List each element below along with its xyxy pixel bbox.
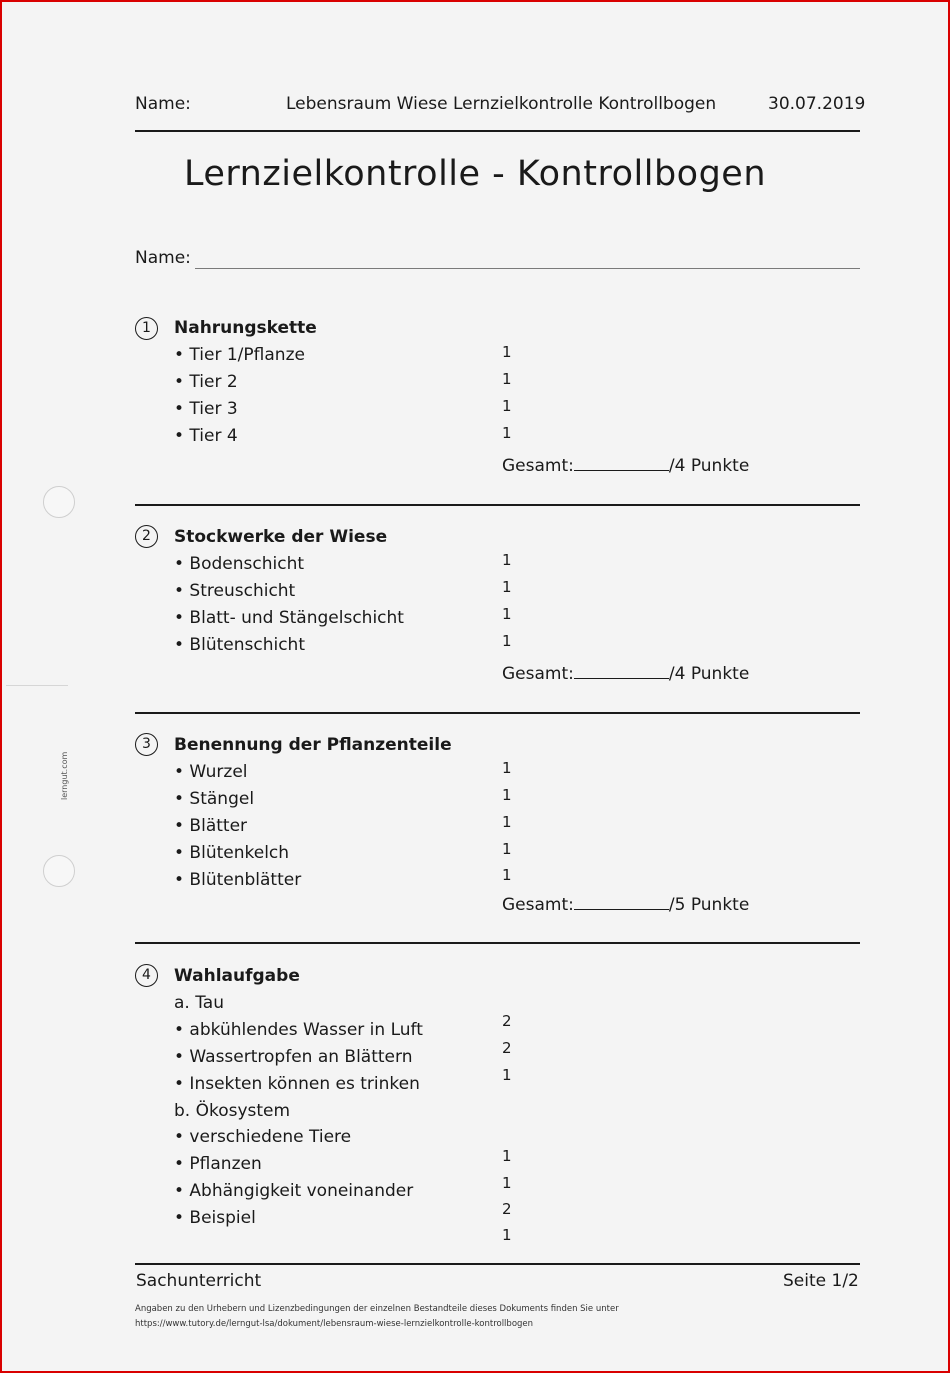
footer-license-note: Angaben zu den Urhebern und Lizenzbedingungen der einzelnen Bestandteile dieses Dokuments finden Sie unter	[135, 1304, 619, 1314]
list-item: • Blütenkelch	[174, 843, 290, 863]
points-value: 1	[502, 1174, 512, 1192]
list-item: • Tier 2	[174, 372, 238, 392]
list-item: • Wurzel	[174, 762, 248, 782]
total-blank[interactable]	[574, 895, 669, 910]
list-item: • Insekten können es trinken	[174, 1074, 420, 1094]
points-value: 1	[502, 551, 512, 569]
footer-subject: Sachunterricht	[136, 1271, 262, 1291]
total-blank[interactable]	[574, 664, 669, 679]
section-2-total	[502, 664, 749, 684]
section-1-total	[502, 456, 749, 476]
list-item: • abkühlendes Wasser in Luft	[174, 1020, 423, 1040]
points-value: 2	[502, 1012, 512, 1030]
section-2-number: 2	[135, 525, 158, 548]
list-item: • Wassertropfen an Blättern	[174, 1047, 413, 1067]
points-value: 1	[502, 343, 512, 361]
total-max: /4 Punkte	[668, 456, 750, 476]
student-name-label: Name:	[135, 248, 191, 268]
section-4-number: 4	[135, 964, 158, 987]
list-item: • Blätter	[174, 816, 248, 836]
points-value: 1	[502, 632, 512, 650]
total-max: /4 Punkte	[668, 664, 750, 684]
header-rule	[135, 130, 860, 132]
list-item: • Blütenblätter	[174, 870, 302, 890]
points-value: 1	[502, 759, 512, 777]
list-item: • Stängel	[174, 789, 255, 809]
footer-page: Seite 1/2	[783, 1271, 859, 1291]
section-divider	[135, 712, 860, 714]
total-label: Gesamt:	[502, 664, 574, 684]
list-item: • Pflanzen	[174, 1154, 262, 1174]
student-name-field[interactable]	[195, 268, 860, 269]
section-2-title: Stockwerke der Wiese	[174, 527, 388, 547]
points-value: 1	[502, 786, 512, 804]
list-item: • Beispiel	[174, 1208, 256, 1228]
header-name-label: Name:	[135, 94, 191, 114]
footer-rule	[135, 1263, 860, 1265]
fold-mark	[6, 685, 68, 686]
section-3-number: 3	[135, 733, 158, 756]
total-max: /5 Punkte	[668, 895, 750, 915]
list-item: • Tier 4	[174, 426, 238, 446]
list-item: • Tier 3	[174, 399, 238, 419]
points-value: 1	[502, 866, 512, 884]
points-value: 1	[502, 840, 512, 858]
total-label: Gesamt:	[502, 895, 574, 915]
points-value: 2	[502, 1039, 512, 1057]
list-item: • Blütenschicht	[174, 635, 305, 655]
points-value: 1	[502, 370, 512, 388]
points-value: 1	[502, 397, 512, 415]
section-1-number: 1	[135, 317, 158, 340]
list-item: a. Tau	[174, 993, 224, 1013]
footer-license-url[interactable]: https://www.tutory.de/lerngut-lsa/dokument/lebensraum-wiese-lernzielkontrolle-kontrollbogen	[135, 1319, 534, 1329]
list-item: b. Ökosystem	[174, 1101, 291, 1121]
list-item: • Bodenschicht	[174, 554, 305, 574]
side-watermark: lerngut.com	[60, 751, 69, 800]
points-value: 1	[502, 1226, 512, 1244]
section-3-title: Benennung der Pflanzenteile	[174, 735, 452, 755]
section-divider	[135, 942, 860, 944]
total-blank[interactable]	[574, 456, 669, 471]
header-date: 30.07.2019	[768, 94, 866, 114]
header-doc-title: Lebensraum Wiese Lernzielkontrolle Kontrollbogen	[286, 94, 717, 114]
page-title: Lernzielkontrolle - Kontrollbogen	[183, 154, 767, 194]
section-4-title: Wahlaufgabe	[174, 966, 300, 986]
list-item: • Streuschicht	[174, 581, 296, 601]
points-value: 1	[502, 605, 512, 623]
list-item: • Tier 1/Pflanze	[174, 345, 305, 365]
total-label: Gesamt:	[502, 456, 574, 476]
points-value: 1	[502, 578, 512, 596]
section-divider	[135, 504, 860, 506]
list-item: • verschiedene Tiere	[174, 1127, 352, 1147]
list-item: • Blatt- und Stängelschicht	[174, 608, 404, 628]
points-value: 1	[502, 424, 512, 442]
points-value: 1	[502, 1066, 512, 1084]
section-1-title: Nahrungskette	[174, 318, 317, 338]
punch-hole	[43, 855, 75, 887]
points-value: 2	[502, 1200, 512, 1218]
punch-hole	[43, 486, 75, 518]
points-value: 1	[502, 813, 512, 831]
section-3-total	[502, 895, 749, 915]
points-value: 1	[502, 1147, 512, 1165]
list-item: • Abhängigkeit voneinander	[174, 1181, 414, 1201]
